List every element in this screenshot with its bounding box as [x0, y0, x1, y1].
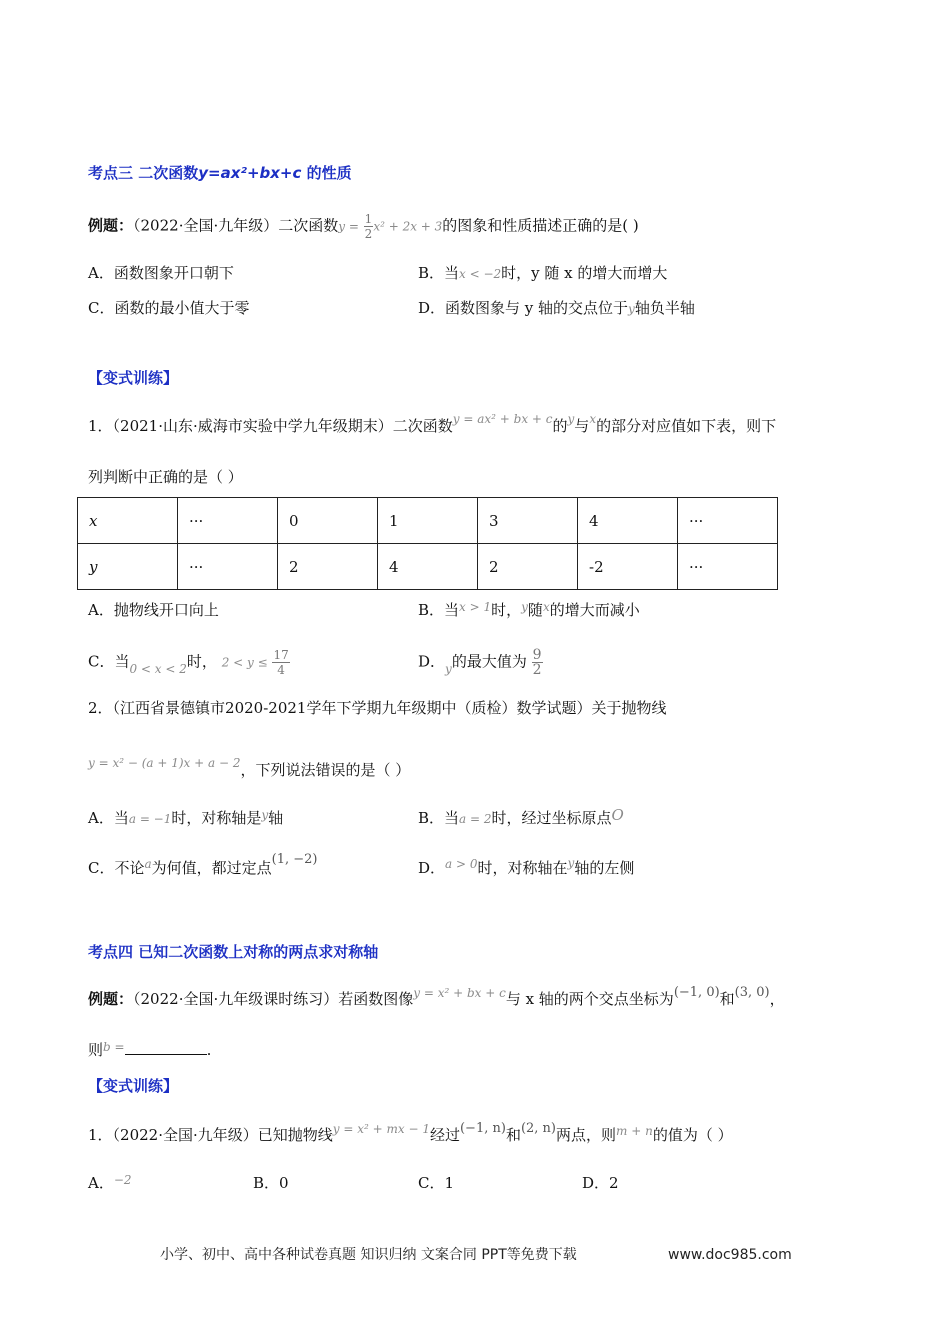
sec4-example: 例题：（2022·全国·九年级课时练习）若函数图像$^{y = x^2 + bx + c}$与 x 轴的两个交点坐标为(−1, 0)和(3, 0)，	[88, 985, 785, 1008]
table-cell: y	[78, 544, 178, 590]
sec3-q1-option-a: A．抛物线开口向上	[88, 601, 219, 619]
sec3-option-d: D．函数图象与 y 轴的交点位于y轴负半轴	[418, 299, 695, 317]
table-cell: ···	[178, 498, 278, 544]
sec3-q2-line2: $^{y = x^2 - (a + 1)x + a - 2}$，下列说法错误的是（ ）	[88, 756, 411, 779]
sec4-q1-option-a: A．$^{-2}$	[88, 1173, 132, 1192]
section-4-title: 考点四 已知二次函数上对称的两点求对称轴	[88, 943, 379, 961]
table-row	[78, 544, 778, 590]
footer-text: 小学、初中、高中各种试卷真题 知识归纳 文案合同 PPT等免费下载	[160, 1247, 577, 1263]
value-table	[77, 497, 778, 590]
sec3-q1-option-c: C．当$_{0 < x < 2}$时， 2 < y ≤ $\frac{17}{4}$	[88, 648, 289, 677]
table-cell: 2	[478, 544, 578, 590]
table-cell: 4	[378, 544, 478, 590]
table-cell: ···	[678, 544, 778, 590]
table-cell: 3	[478, 498, 578, 544]
answer-blank[interactable]	[125, 1040, 207, 1055]
sec4-q1-option-b: B．0	[253, 1174, 289, 1192]
sec4-example-line2: 则$^{b =}$ .	[88, 1040, 212, 1059]
table-row	[78, 498, 778, 544]
sec3-q2-option-c: C．不论$^a$为何值，都过定点(1, −2)	[88, 852, 318, 877]
sec3-q2-option-b: B．当a = 2时，经过坐标原点O	[418, 806, 624, 827]
table-cell: ···	[678, 498, 778, 544]
footer-link[interactable]: www.doc985.com	[668, 1247, 792, 1263]
table-cell: 4	[578, 498, 678, 544]
sec3-q2-option-d: D．$^{a > 0}$时，对称轴在$^y$轴的左侧	[418, 856, 635, 877]
sec3-option-c: C．函数的最小值大于零	[88, 299, 250, 317]
sec4-q1-option-c: C．1	[418, 1174, 455, 1192]
fraction: $\frac{1}{2}$	[364, 212, 373, 241]
table-cell: 1	[378, 498, 478, 544]
fraction: $\frac{17}{4}$	[273, 648, 289, 677]
table-cell: ···	[178, 544, 278, 590]
sec3-q1: 1．（2021·山东·威海市实验中学九年级期末）二次函数$^{y = ax^2 + bx + c}$的$^y$与$^x$的部分对应值如下表，则下	[88, 412, 777, 435]
table-cell: 0	[278, 498, 378, 544]
sec3-q2: 2．（江西省景德镇市2020-2021学年下学期九年级期中（质检）数学试题）关于抛物线	[88, 699, 667, 717]
section-3-title: 考点三 二次函数y=ax²+bx+c 的性质	[88, 164, 352, 182]
fraction: $\frac{9}{2}$	[532, 647, 542, 678]
variant-label-2: 【变式训练】	[88, 1077, 179, 1095]
table-cell: 2	[278, 544, 378, 590]
table-cell: x	[78, 498, 178, 544]
sec3-q1-option-d: D．$_y$的最大值为 $\frac{9}{2}$	[418, 647, 542, 678]
sec3-option-a: A．函数图象开口朝下	[88, 264, 234, 282]
sec3-q1-option-b: B．当$^{x > 1}$时，$^y$随$^x$的增大而减小	[418, 600, 640, 619]
sec3-option-b: B．当x < −2时，y 随 x 的增大而增大	[418, 264, 668, 282]
sec3-q1-line2: 列判断中正确的是（ ）	[88, 468, 243, 486]
sec4-q1: 1．（2022·全国·九年级）已知抛物线$^{y = x^2 + mx - 1}$经过(−1, n)和(2, n)两点，则$^{m + n}$的值为（ ）	[88, 1121, 733, 1144]
table-cell: -2	[578, 544, 678, 590]
sec3-q2-option-a: A．当a = −1时，对称轴是$^y$轴	[88, 808, 284, 827]
variant-label-1: 【变式训练】	[88, 369, 179, 387]
sec3-example: 例题：（2022·全国·九年级）二次函数y = $\frac{1}{2}$ x² + 2x + 3的图象和性质描述正确的是( )	[88, 212, 639, 241]
sec4-q1-option-d: D．2	[582, 1174, 619, 1192]
